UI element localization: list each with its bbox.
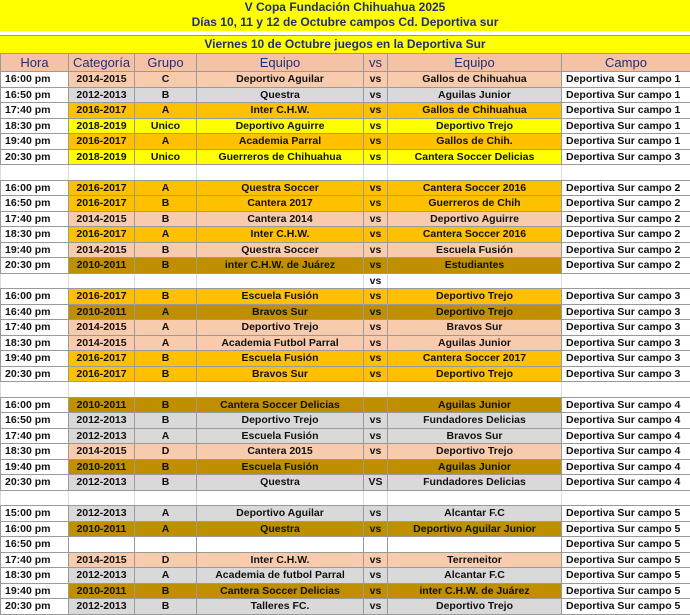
home-team-cell: Escuela Fusión [197,428,364,444]
away-team-cell: Terreneitor [388,552,562,568]
spacer-cell [197,273,364,289]
field-cell: Deportiva Sur campo 5 [562,552,690,568]
field-cell: Deportiva Sur campo 1 [562,134,690,150]
group-cell: A [135,320,197,336]
home-team-cell: Academia de futbol Parral [197,568,364,584]
field-cell: Deportiva Sur campo 4 [562,428,690,444]
group-cell: B [135,583,197,599]
field-cell: Deportiva Sur campo 2 [562,258,690,274]
spacer-cell [562,165,690,181]
time-cell: 17:40 pm [1,103,69,119]
spacer-cell [135,165,197,181]
col-grupo-header: Grupo [135,54,197,72]
category-cell: 2010-2011 [69,258,135,274]
field-cell: Deportiva Sur campo 1 [562,118,690,134]
group-cell: A [135,506,197,522]
time-cell: 18:30 pm [1,568,69,584]
category-cell: 2016-2017 [69,289,135,305]
match-row [1,428,690,444]
time-cell: 16:00 pm [1,521,69,537]
time-cell: 15:00 pm [1,506,69,522]
time-cell: 17:40 pm [1,428,69,444]
home-team-cell [197,537,364,553]
away-team-cell: Aguilas Junior [388,335,562,351]
vs-cell: vs [364,521,388,537]
time-cell: 18:30 pm [1,444,69,460]
match-row [1,180,690,196]
category-cell: 2010-2011 [69,521,135,537]
time-cell: 17:40 pm [1,552,69,568]
time-cell: 18:30 pm [1,227,69,243]
match-row [1,444,690,460]
vs-cell: vs [364,413,388,429]
vs-cell: vs [364,366,388,382]
away-team-cell: Fundadores Delicias [388,413,562,429]
away-team-cell: Deportivo Trejo [388,599,562,615]
group-cell: A [135,568,197,584]
time-cell: 16:00 pm [1,397,69,413]
category-cell: 2010-2011 [69,459,135,475]
match-row [1,506,690,522]
away-team-cell: inter C.H.W. de Juárez [388,583,562,599]
field-cell: Deportiva Sur campo 3 [562,304,690,320]
match-row [1,289,690,305]
field-cell: Deportiva Sur campo 4 [562,475,690,491]
col-categoria-header: Categoría [69,54,135,72]
away-team-cell: Deportivo Trejo [388,444,562,460]
header-row [1,54,690,72]
spacer-cell [197,490,364,506]
match-row [1,335,690,351]
spacer-row [1,490,690,506]
vs-cell: VS [364,475,388,491]
home-team-cell: Inter C.H.W. [197,103,364,119]
away-team-cell: Cantera Soccer 2016 [388,180,562,196]
home-team-cell: Inter C.H.W. [197,552,364,568]
field-cell: Deportiva Sur campo 5 [562,599,690,615]
match-row [1,211,690,227]
away-team-cell [388,537,562,553]
vs-cell: vs [364,552,388,568]
time-cell: 16:50 pm [1,196,69,212]
home-team-cell: Talleres FC. [197,599,364,615]
time-cell: 16:40 pm [1,304,69,320]
vs-cell [364,537,388,553]
vs-cell: vs [364,428,388,444]
home-team-cell: Questra Soccer [197,242,364,258]
away-team-cell: Alcantar F.C [388,568,562,584]
col-equipo1-header: Equipo [197,54,364,72]
field-cell: Deportiva Sur campo 3 [562,149,690,165]
away-team-cell: Estudiantes [388,258,562,274]
field-cell: Deportiva Sur campo 5 [562,568,690,584]
match-row [1,475,690,491]
time-cell: 20:30 pm [1,258,69,274]
home-team-cell: Deportivo Aguirre [197,118,364,134]
category-cell: 2012-2013 [69,568,135,584]
field-cell: Deportiva Sur campo 3 [562,289,690,305]
group-cell: A [135,134,197,150]
col-campo-header: Campo [562,54,690,72]
field-cell: Deportiva Sur campo 1 [562,103,690,119]
field-cell: Deportiva Sur campo 4 [562,444,690,460]
category-cell: 2016-2017 [69,134,135,150]
vs-cell: vs [364,227,388,243]
match-row [1,320,690,336]
category-cell: 2010-2011 [69,304,135,320]
home-team-cell: Guerreros de Chihuahua [197,149,364,165]
category-cell: 2014-2015 [69,335,135,351]
category-cell: 2016-2017 [69,351,135,367]
match-row [1,568,690,584]
vs-cell: vs [364,118,388,134]
vs-cell: vs [364,149,388,165]
spacer-cell [135,490,197,506]
field-cell: Deportiva Sur campo 2 [562,211,690,227]
vs-cell: vs [364,180,388,196]
group-cell: Unico [135,118,197,134]
home-team-cell: Deportivo Aguilar [197,506,364,522]
category-cell: 2016-2017 [69,366,135,382]
category-cell: 2010-2011 [69,583,135,599]
category-cell: 2016-2017 [69,103,135,119]
vs-cell: vs [364,134,388,150]
group-cell: A [135,180,197,196]
spacer-cell [197,382,364,398]
time-cell: 16:00 pm [1,72,69,88]
group-cell: A [135,335,197,351]
spacer-cell [197,165,364,181]
spacer-cell [562,382,690,398]
title-banner [0,0,690,31]
home-team-cell: Deportivo Trejo [197,320,364,336]
spacer-row [1,382,690,398]
spacer-cell [364,490,388,506]
group-cell: B [135,289,197,305]
time-cell: 17:40 pm [1,211,69,227]
time-cell: 19:40 pm [1,242,69,258]
field-cell: Deportiva Sur campo 4 [562,413,690,429]
spacer-cell [562,273,690,289]
vs-cell: vs [364,242,388,258]
group-cell: B [135,397,197,413]
vs-cell: vs [364,335,388,351]
time-cell: 20:30 pm [1,149,69,165]
category-cell: 2018-2019 [69,118,135,134]
away-team-cell: Deportivo Trejo [388,118,562,134]
spacer-cell [364,382,388,398]
category-cell: 2012-2013 [69,506,135,522]
match-row [1,413,690,429]
vs-cell: vs [364,289,388,305]
spacer-cell [1,165,69,181]
category-cell: 2010-2011 [69,397,135,413]
group-cell: A [135,304,197,320]
away-team-cell: Guerreros de Chih [388,196,562,212]
away-team-cell: Gallos de Chihuahua [388,103,562,119]
time-cell: 18:30 pm [1,335,69,351]
away-team-cell: Aguilas Junior [388,87,562,103]
page-title: V Copa Fundación Chihuahua 2025 [0,0,690,15]
home-team-cell: Escuela Fusión [197,351,364,367]
spacer-cell [69,490,135,506]
home-team-cell: Cantera 2015 [197,444,364,460]
away-team-cell: Cantera Soccer Delicias [388,149,562,165]
spacer-cell [388,490,562,506]
schedule-table [0,53,690,615]
match-row [1,599,690,615]
category-cell: 2014-2015 [69,552,135,568]
home-team-cell: Escuela Fusión [197,289,364,305]
vs-cell: vs [364,273,388,289]
group-cell: B [135,413,197,429]
group-cell: B [135,351,197,367]
time-cell: 20:30 pm [1,599,69,615]
away-team-cell: Escuela Fusión [388,242,562,258]
spacer-cell [388,382,562,398]
time-cell: 16:50 pm [1,413,69,429]
category-cell: 2014-2015 [69,320,135,336]
away-team-cell: Aguilas Junior [388,459,562,475]
spacer-cell [388,165,562,181]
time-cell: 16:50 pm [1,87,69,103]
category-cell: 2016-2017 [69,196,135,212]
home-team-cell: Inter C.H.W. [197,227,364,243]
away-team-cell: Gallos de Chihuahua [388,72,562,88]
spacer-cell [69,382,135,398]
category-cell: 2014-2015 [69,72,135,88]
home-team-cell: Bravos Sur [197,366,364,382]
field-cell: Deportiva Sur campo 1 [562,87,690,103]
away-team-cell: Fundadores Delicias [388,475,562,491]
match-row [1,583,690,599]
category-cell: 2016-2017 [69,180,135,196]
home-team-cell: Cantera 2014 [197,211,364,227]
home-team-cell: Academia Parral [197,134,364,150]
category-cell: 2012-2013 [69,413,135,429]
field-cell: Deportiva Sur campo 5 [562,583,690,599]
vs-cell: vs [364,320,388,336]
time-cell: 19:40 pm [1,583,69,599]
vs-cell [364,397,388,413]
spacer-cell [364,165,388,181]
field-cell: Deportiva Sur campo 3 [562,366,690,382]
category-cell: 2012-2013 [69,599,135,615]
match-row [1,149,690,165]
group-cell: D [135,444,197,460]
time-cell: 20:30 pm [1,475,69,491]
vs-cell: vs [364,196,388,212]
match-row [1,459,690,475]
time-cell: 16:50 pm [1,537,69,553]
spacer-cell [1,273,69,289]
home-team-cell: Cantera Soccer Delicias [197,583,364,599]
col-vs-header: vs [364,54,388,72]
time-cell: 19:40 pm [1,134,69,150]
home-team-cell: Questra Soccer [197,180,364,196]
match-row [1,351,690,367]
group-cell: B [135,87,197,103]
home-team-cell: Escuela Fusión [197,459,364,475]
spacer-cell [1,382,69,398]
spacer-cell [388,273,562,289]
field-cell: Deportiva Sur campo 2 [562,227,690,243]
spacer-cell [69,165,135,181]
field-cell: Deportiva Sur campo 5 [562,506,690,522]
match-row [1,72,690,88]
spacer-row [1,165,690,181]
vs-cell: vs [364,351,388,367]
home-team-cell: Questra [197,87,364,103]
group-cell: B [135,599,197,615]
away-team-cell: Gallos de Chih. [388,134,562,150]
group-cell: A [135,227,197,243]
schedule-rows [1,72,690,615]
home-team-cell: Bravos Sur [197,304,364,320]
match-row [1,521,690,537]
field-cell: Deportiva Sur campo 5 [562,537,690,553]
category-cell: 2012-2013 [69,475,135,491]
page-subtitle: Días 10, 11 y 12 de Octubre campos Cd. Deportiva sur [0,15,690,30]
time-cell: 19:40 pm [1,459,69,475]
vs-cell: vs [364,87,388,103]
vs-cell: vs [364,506,388,522]
spacer-cell [135,382,197,398]
group-cell: B [135,258,197,274]
vs-cell: vs [364,444,388,460]
group-cell: C [135,72,197,88]
away-team-cell: Deportivo Trejo [388,289,562,305]
spacer-cell [135,273,197,289]
spacer-cell [69,273,135,289]
category-cell: 2012-2013 [69,87,135,103]
field-cell: Deportiva Sur campo 4 [562,397,690,413]
match-row [1,87,690,103]
match-row [1,258,690,274]
field-cell: Deportiva Sur campo 1 [562,72,690,88]
vs-cell: vs [364,599,388,615]
away-team-cell: Bravos Sur [388,428,562,444]
match-row [1,118,690,134]
day-banner: Viernes 10 de Octubre juegos en la Deportiva Sur [0,35,690,54]
match-row [1,103,690,119]
home-team-cell: Cantera 2017 [197,196,364,212]
vs-cell: vs [364,568,388,584]
time-cell: 17:40 pm [1,320,69,336]
vs-cell: vs [364,211,388,227]
vs-cell: vs [364,72,388,88]
group-cell: A [135,428,197,444]
vs-cell: vs [364,258,388,274]
category-cell: 2014-2015 [69,242,135,258]
match-row [1,242,690,258]
group-cell: B [135,366,197,382]
home-team-cell: Questra [197,475,364,491]
away-team-cell: Cantera Soccer 2017 [388,351,562,367]
match-row [1,134,690,150]
group-cell: B [135,459,197,475]
field-cell: Deportiva Sur campo 2 [562,242,690,258]
col-equipo2-header: Equipo [388,54,562,72]
away-team-cell: Bravos Sur [388,320,562,336]
time-cell: 16:00 pm [1,289,69,305]
spacer-row [1,273,690,289]
spacer-cell [1,490,69,506]
group-cell: Unico [135,149,197,165]
group-cell: B [135,196,197,212]
field-cell: Deportiva Sur campo 4 [562,459,690,475]
vs-cell: vs [364,304,388,320]
category-cell: 2014-2015 [69,444,135,460]
match-row [1,537,690,553]
col-hora-header: Hora [1,54,69,72]
match-row [1,227,690,243]
away-team-cell: Cantera Soccer 2016 [388,227,562,243]
away-team-cell: Aguilas Junior [388,397,562,413]
away-team-cell: Deportivo Trejo [388,366,562,382]
group-cell: B [135,475,197,491]
spacer-cell [562,490,690,506]
home-team-cell: Deportivo Trejo [197,413,364,429]
category-cell [69,537,135,553]
category-cell: 2016-2017 [69,227,135,243]
home-team-cell: Questra [197,521,364,537]
vs-cell: vs [364,103,388,119]
group-cell: A [135,103,197,119]
home-team-cell: Cantera Soccer Delicias [197,397,364,413]
category-cell: 2012-2013 [69,428,135,444]
time-cell: 16:00 pm [1,180,69,196]
match-row [1,552,690,568]
field-cell: Deportiva Sur campo 3 [562,335,690,351]
vs-cell [364,459,388,475]
field-cell: Deportiva Sur campo 2 [562,180,690,196]
group-cell: B [135,242,197,258]
match-row [1,397,690,413]
away-team-cell: Deportivo Aguilar Junior [388,521,562,537]
away-team-cell: Deportivo Trejo [388,304,562,320]
field-cell: Deportiva Sur campo 3 [562,320,690,336]
group-cell [135,537,197,553]
field-cell: Deportiva Sur campo 5 [562,521,690,537]
home-team-cell: Academia Futbol Parral [197,335,364,351]
time-cell: 19:40 pm [1,351,69,367]
category-cell: 2018-2019 [69,149,135,165]
group-cell: A [135,521,197,537]
match-row [1,304,690,320]
away-team-cell: Deportivo Aguirre [388,211,562,227]
match-row [1,196,690,212]
field-cell: Deportiva Sur campo 2 [562,196,690,212]
home-team-cell: Deportivo Aguilar [197,72,364,88]
home-team-cell: inter C.H.W. de Juárez [197,258,364,274]
time-cell: 20:30 pm [1,366,69,382]
category-cell: 2014-2015 [69,211,135,227]
group-cell: D [135,552,197,568]
field-cell: Deportiva Sur campo 3 [562,351,690,367]
time-cell: 18:30 pm [1,118,69,134]
match-row [1,366,690,382]
group-cell: B [135,211,197,227]
away-team-cell: Alcantar F.C [388,506,562,522]
vs-cell: vs [364,583,388,599]
